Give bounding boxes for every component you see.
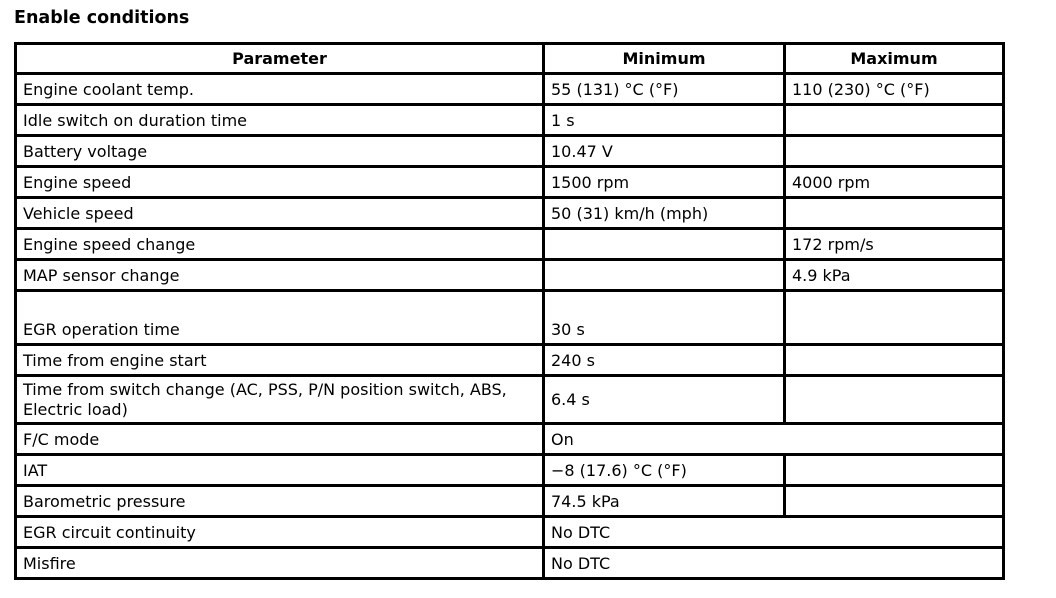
min-cell: 240 s <box>544 345 785 376</box>
table-row <box>16 229 1004 260</box>
max-cell <box>785 376 1004 424</box>
min-cell: 6.4 s <box>544 376 785 424</box>
value-cell: No DTC <box>544 517 1004 548</box>
max-cell <box>785 291 1004 345</box>
table-row <box>16 517 1004 548</box>
param-cell: EGR circuit continuity <box>16 517 544 548</box>
max-cell: 110 (230) °C (°F) <box>785 74 1004 105</box>
min-cell: 10.47 V <box>544 136 785 167</box>
min-cell: 55 (131) °C (°F) <box>544 74 785 105</box>
param-cell: Engine coolant temp. <box>16 74 544 105</box>
table-row <box>16 74 1004 105</box>
param-cell: F/C mode <box>16 424 544 455</box>
min-cell: 1 s <box>544 105 785 136</box>
max-cell: 172 rpm/s <box>785 229 1004 260</box>
max-cell <box>785 486 1004 517</box>
max-cell <box>785 455 1004 486</box>
table-header-row <box>16 44 1004 74</box>
table-row <box>16 486 1004 517</box>
param-cell: EGR operation time <box>16 291 544 345</box>
param-cell: Engine speed change <box>16 229 544 260</box>
param-cell: Time from engine start <box>16 345 544 376</box>
value-cell: On <box>544 424 1004 455</box>
param-cell: Engine speed <box>16 167 544 198</box>
section-title: Enable conditions <box>14 8 190 28</box>
param-cell: Time from switch change (AC, PSS, P/N position switch, ABS, Electric load) <box>16 376 544 424</box>
table-row <box>16 198 1004 229</box>
min-cell: 50 (31) km/h (mph) <box>544 198 785 229</box>
param-cell: Vehicle speed <box>16 198 544 229</box>
param-cell: Misfire <box>16 548 544 579</box>
min-cell: 30 s <box>544 291 785 345</box>
table-row <box>16 376 1004 424</box>
param-cell: MAP sensor change <box>16 260 544 291</box>
max-cell <box>785 198 1004 229</box>
table-row <box>16 167 1004 198</box>
table-row <box>16 455 1004 486</box>
header-parameter: Parameter <box>16 44 544 74</box>
table-row <box>16 424 1004 455</box>
max-cell <box>785 136 1004 167</box>
min-cell: 1500 rpm <box>544 167 785 198</box>
table-row <box>16 548 1004 579</box>
param-cell: Idle switch on duration time <box>16 105 544 136</box>
min-cell: 74.5 kPa <box>544 486 785 517</box>
enable-conditions-table <box>14 42 1005 580</box>
max-cell <box>785 345 1004 376</box>
min-cell: −8 (17.6) °C (°F) <box>544 455 785 486</box>
table-row <box>16 105 1004 136</box>
param-cell: Battery voltage <box>16 136 544 167</box>
header-minimum: Minimum <box>544 44 785 74</box>
min-cell <box>544 260 785 291</box>
table-row <box>16 345 1004 376</box>
param-cell: IAT <box>16 455 544 486</box>
header-maximum: Maximum <box>785 44 1004 74</box>
max-cell: 4.9 kPa <box>785 260 1004 291</box>
table-row <box>16 136 1004 167</box>
min-cell <box>544 229 785 260</box>
param-cell: Barometric pressure <box>16 486 544 517</box>
max-cell <box>785 105 1004 136</box>
table-row <box>16 291 1004 345</box>
table-row <box>16 260 1004 291</box>
max-cell: 4000 rpm <box>785 167 1004 198</box>
value-cell: No DTC <box>544 548 1004 579</box>
